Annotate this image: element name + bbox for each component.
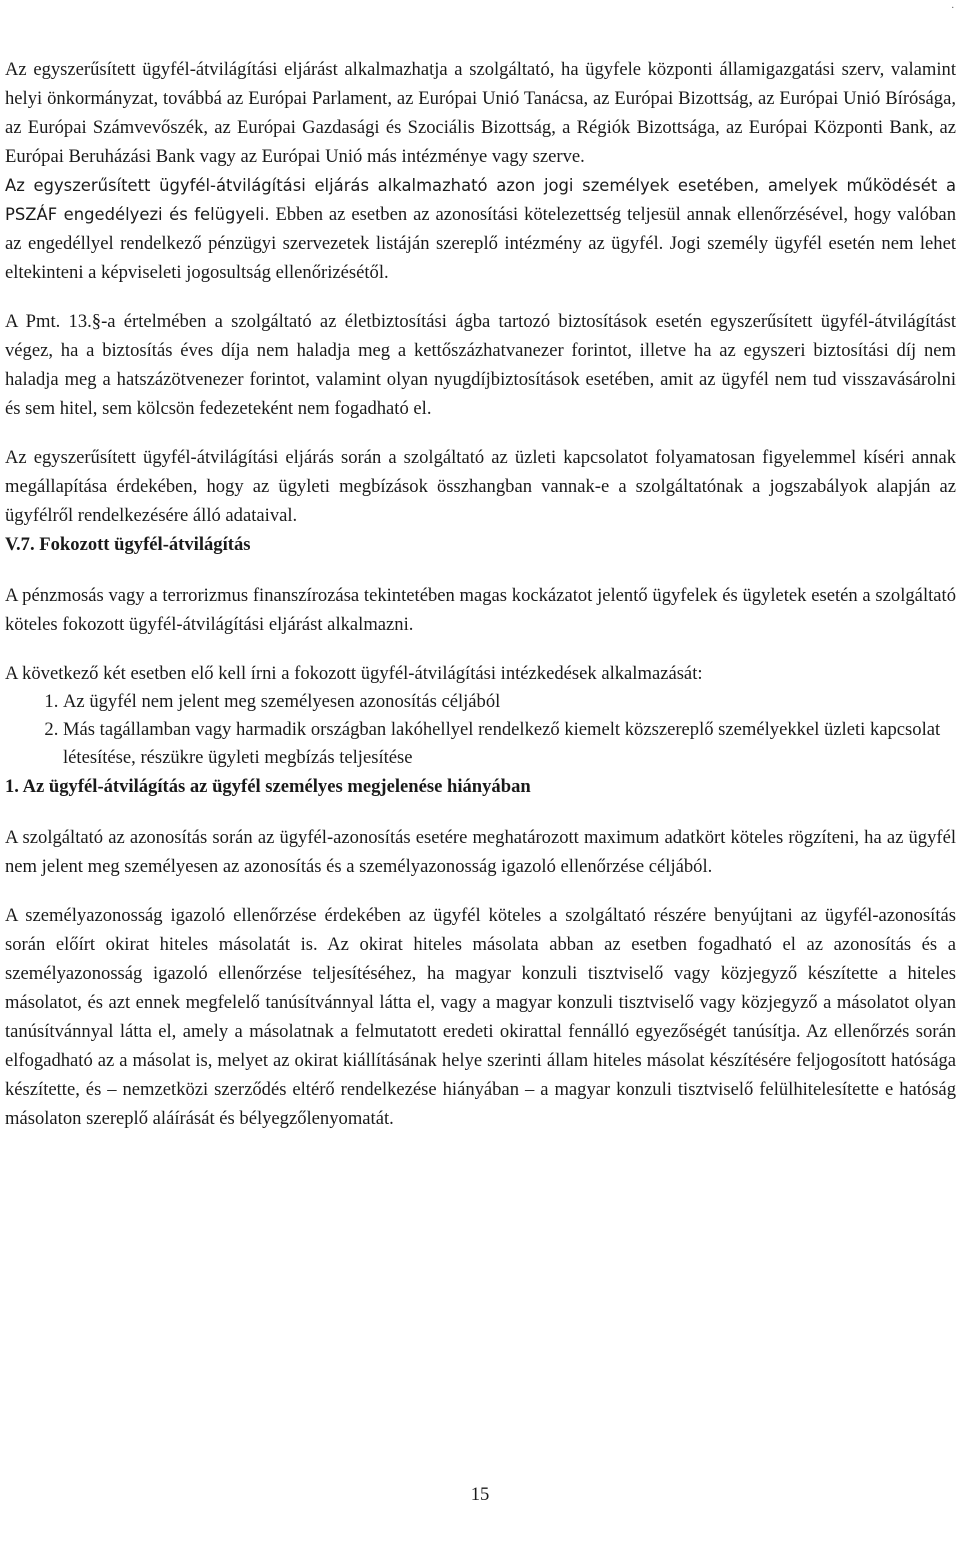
paragraph-simplified-due-diligence-institutions: Az egyszerűsített ügyfél-átvilágítási eljárást alkalmazhatja a szolgáltató, ha ügyfele központi államigazgatási szerv, valamint helyi önkormányzat, továbbá az Európai Parlament, az Európai Unió Tanácsa, az Európai Bizottság, az Európai Unió Bírósága, az Európai Számvevőszék, az Európai Gazdasági és Szociális Bizottság, a Régiók Bizottsága, az Európai Központi Bank, az Európai Beruházási Bank vagy az Európai Unió más intézménye vagy szerve.: [5, 59, 956, 167]
corner-mark: .: [951, 0, 954, 11]
paragraph-pszaf-legal-entities-part2: Ebben az esetben az azonosítási kötelezettség teljesül annak ellenőrzésével, hogy valóban az engedéllyel rendelkező pénzügyi szervezetek listáján szereplő intézmény az ügyfél. Jogi személy ügyfél esetén nem lehet eltekinteni a képviseleti jogosultság ellenőrizésétől.: [5, 204, 956, 283]
paragraph-high-risk-clients: A pénzmosás vagy a terrorizmus finanszírozása tekintetében magas kockázatot jelentő ügyfelek és ügyletek esetén a szolgáltató köteles fokozott ügyfél-átvilágítási eljárást alkalmazni.: [5, 585, 956, 635]
paragraph-certified-copy: A személyazonosság igazoló ellenőrzése érdekében az ügyfél köteles a szolgáltató részére benyújtani az ügyfél-azonosítás során előírt okirat hiteles másolatát is. Az okirat hiteles másolata abban az esetben fogadható el az azonosítás és a személyazonosság igazoló ellenőrzése teljesítéséhez, ha magyar konzuli tisztviselő vagy közjegyző készítette a hiteles másolatot, és azt ennek megfelelő tanúsítvánnyal látta el, vagy a magyar konzuli tisztviselő vagy közjegyző a másolatot olyan tanúsítvánnyal látta el, amely a másolatnak a felmutatott eredeti okirattal fennálló egyezőségét tanúsítja. Az ellenőrzés során elfogadható az a másolat is, melyet az okirat kiállításának helye szerinti állam hiteles másolat készítésére feljogosított hatósága készítette, és – nemzetközi szerződés eltérő rendelkezése hiányában – a magyar konzuli tisztviselő felülhitelesítette e hatóság másolaton szereplő aláírását és bélyegzőlenyomatát.: [5, 905, 956, 1129]
document-page: [5, 55, 956, 1133]
list-item: 1. Az ügyfél nem jelent meg személyesen azonosítás céljából: [63, 688, 956, 716]
paragraph-pszaf-legal-entities: [5, 171, 956, 287]
list-item: 2. Más tagállamban vagy harmadik országban lakóhellyel rendelkező kiemelt közszereplő személyekkel üzleti kapcsolat létesítése, részükre ügyleti megbízás teljesítése: [63, 716, 956, 772]
enhanced-due-diligence-cases-list: [5, 688, 956, 772]
paragraph-life-insurance: A Pmt. 13.§-a értelmében a szolgáltató az életbiztosítási ágba tartozó biztosítások esetén egyszerűsített ügyfél-átvilágítást végez, ha a biztosítás éves díja nem haladja meg a kettőszázhatvanezer forintot, illetve ha az egyszeri biztosítási díj nem haladja meg a hatszázötvenezer forintot, valamint olyan nyugdíjbiztosítások esetében, amit az ügyfél nem tud visszavásárolni és sem hitel, sem kölcsön fedezeteként nem fogadható el.: [5, 311, 956, 419]
section-heading-enhanced-due-diligence: V.7. Fokozott ügyfél-átvilágítás: [5, 534, 251, 555]
paragraph-pszaf-legal-entities-part1: Az egyszerűsített ügyfél-átvilágítási eljárás alkalmazható azon jogi személyek esetében, amelyek működését a PSZÁF engedélyezi és felügyeli.: [5, 176, 956, 224]
paragraph-two-cases-intro: A következő két esetben elő kell írni a fokozott ügyfél-átvilágítási intézkedések alkalmazását:: [5, 663, 703, 684]
paragraph-maximum-data-recording: A szolgáltató az azonosítás során az ügyfél-azonosítás esetére meghatározott maximum adatkört köteles rögzíteni, ha az ügyfél nem jelent meg személyesen az azonosítás és a személyazonosság igazoló ellenőrzése céljából.: [5, 827, 956, 877]
paragraph-monitoring: Az egyszerűsített ügyfél-átvilágítási eljárás során a szolgáltató az üzleti kapcsolatot folyamatosan figyelemmel kíséri annak megállapítása érdekében, hogy az ügyleti megbízások összhangban vannak-e a szolgáltatónak a jogszabályok alapján az ügyfélről rendelkezésére álló adataival.: [5, 447, 956, 526]
page-number: 15: [470, 1484, 490, 1505]
subsection-heading-absence-of-client: 1. Az ügyfél-átvilágítás az ügyfél személyes megjelenése hiányában: [5, 776, 531, 797]
